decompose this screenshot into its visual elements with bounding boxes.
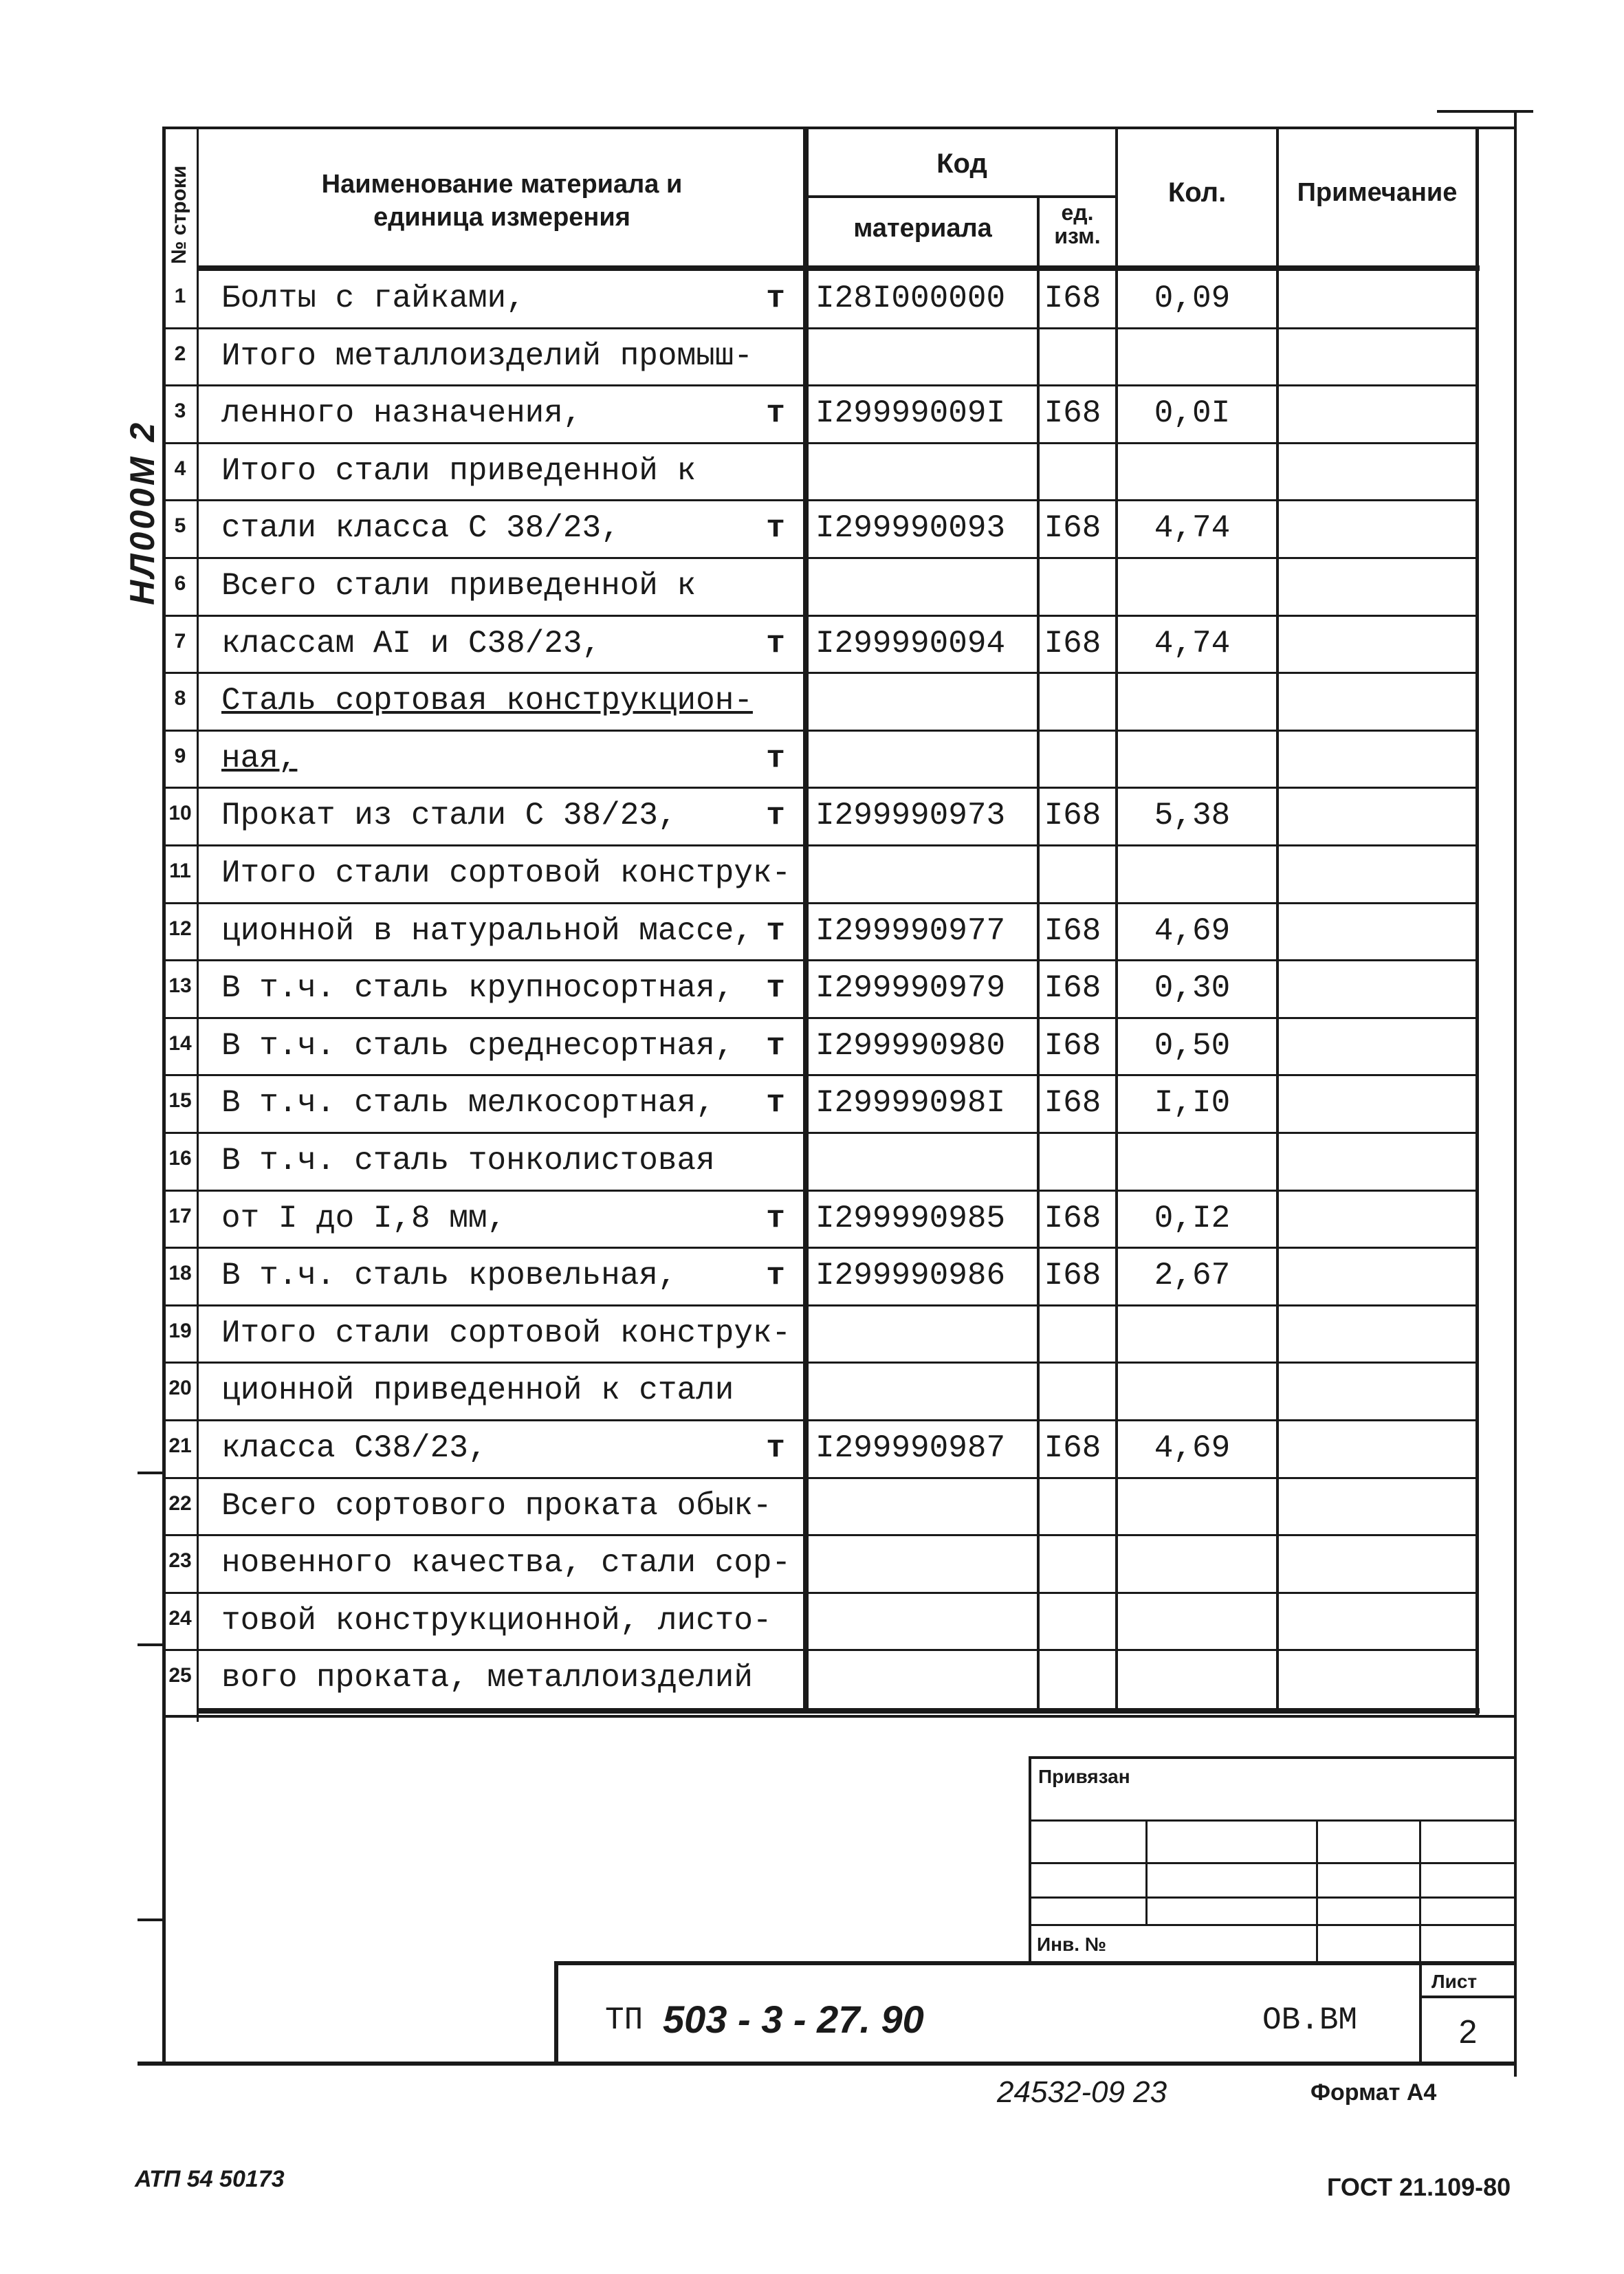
material-name: от I до I,8 мм,	[221, 1200, 507, 1236]
material-name: Сталь сортовая конструкцион-	[221, 683, 753, 719]
material-name: Прокат из стали С 38/23,	[221, 798, 677, 834]
sheet-number: 2	[1458, 2014, 1478, 2051]
unit-of-measure: т	[766, 912, 785, 949]
material-name: ционной приведенной к стали	[221, 1373, 734, 1409]
unit-of-measure: т	[766, 970, 785, 1007]
quantity: 0,30	[1154, 970, 1231, 1007]
row-number: 10	[168, 802, 192, 825]
material-name: В т.ч. сталь кровельная,	[221, 1258, 677, 1294]
unit-of-measure: т	[766, 395, 785, 432]
unit-header-line1: ед.	[1061, 200, 1094, 225]
material-name: Итого металлоизделий промыш-	[221, 338, 753, 374]
quantity: 5,38	[1154, 798, 1231, 834]
name-header-line2: единица измерения	[373, 203, 630, 232]
attached-label: Привязан	[1038, 1766, 1130, 1787]
handwritten-number: 24532-09 23	[997, 2075, 1167, 2109]
row-number: 25	[168, 1664, 192, 1687]
material-name: В т.ч. сталь среднесортная,	[221, 1027, 734, 1064]
material-code: I299990980	[815, 1027, 1006, 1064]
unit-of-measure: т	[766, 625, 785, 662]
doc-suffix: ОВ.ВМ	[1262, 2002, 1358, 2038]
note-header: Примечание	[1297, 178, 1458, 207]
quantity: I,I0	[1154, 1085, 1231, 1122]
quantity: 4,69	[1154, 1430, 1231, 1466]
material-header: материала	[853, 214, 992, 243]
row-number: 20	[168, 1377, 192, 1400]
doc-number: 503 - 3 - 27. 90	[663, 1998, 924, 2041]
material-name: ленного назначения,	[221, 395, 582, 432]
material-name: Итого стали приведенной к	[221, 452, 696, 489]
quantity: 0,I2	[1154, 1200, 1231, 1236]
sheet-label: Лист	[1431, 1971, 1478, 1992]
inv-label: Инв. №	[1037, 1934, 1107, 1955]
row-number: 6	[174, 572, 186, 595]
unit-header-line2: изм.	[1054, 223, 1101, 248]
row-number: 12	[168, 917, 192, 940]
material-code: I299990987	[815, 1430, 1006, 1466]
material-name: новенного качества, стали сор-	[221, 1545, 791, 1582]
unit-of-measure: т	[766, 1085, 785, 1122]
material-name: Итого стали сортовой конструк-	[221, 855, 791, 891]
margin-note: НЛ000М 2	[123, 419, 162, 605]
row-number: 8	[174, 687, 186, 710]
material-name: ная,	[221, 740, 298, 776]
material-name: классам АI и С38/23,	[221, 625, 602, 662]
row-number: 17	[168, 1204, 192, 1227]
unit-code: I68	[1044, 1258, 1101, 1294]
quantity: 2,67	[1154, 1258, 1231, 1294]
row-number: 15	[168, 1089, 192, 1113]
material-code: I29999098I	[815, 1085, 1006, 1122]
row-number: 21	[168, 1434, 192, 1457]
unit-of-measure: т	[766, 1430, 785, 1466]
unit-code: I68	[1044, 912, 1101, 949]
row-number: 24	[168, 1606, 192, 1630]
unit-of-measure: т	[766, 1027, 785, 1064]
quantity: 4,74	[1154, 625, 1231, 662]
unit-of-measure: т	[766, 1258, 785, 1294]
row-number: 16	[168, 1147, 192, 1170]
material-code: I29999009I	[815, 395, 1006, 432]
unit-code: I68	[1044, 1085, 1101, 1122]
quantity: 4,74	[1154, 510, 1231, 547]
unit-of-measure: т	[766, 1200, 785, 1236]
row-number: 3	[174, 400, 186, 423]
material-name: Всего сортового проката обык-	[221, 1487, 772, 1524]
unit-of-measure: т	[766, 740, 785, 776]
material-code: I28I000000	[815, 281, 1006, 316]
material-name: В т.ч. сталь тонколистовая	[221, 1143, 715, 1179]
row-number: 14	[168, 1031, 192, 1055]
unit-of-measure: т	[766, 798, 785, 834]
unit-code: I68	[1044, 970, 1101, 1007]
material-name: В т.ч. сталь крупносортная,	[221, 970, 734, 1007]
material-code: I299990973	[815, 798, 1006, 834]
quantity: 4,69	[1154, 912, 1231, 949]
material-name: вого проката, металлоизделий	[221, 1660, 753, 1696]
row-number: 4	[174, 457, 186, 480]
unit-code: I68	[1044, 395, 1101, 432]
unit-code: I68	[1044, 798, 1101, 834]
quantity: 0,50	[1154, 1027, 1231, 1064]
quantity: 0,09	[1154, 281, 1231, 316]
unit-code: I68	[1044, 1027, 1101, 1064]
unit-code: I68	[1044, 281, 1101, 316]
material-name: Итого стали сортовой конструк-	[221, 1315, 791, 1351]
unit-of-measure: т	[766, 281, 785, 316]
row-number: 19	[168, 1319, 192, 1342]
row-number: 9	[174, 744, 186, 767]
row-number: 13	[168, 974, 192, 998]
name-header-line1: Наименование материала и	[321, 170, 683, 199]
row-number: 18	[168, 1262, 192, 1285]
material-name: Болты с гайками,	[221, 281, 525, 316]
material-name: В т.ч. сталь мелкосортная,	[221, 1085, 715, 1122]
doc-prefix: ТП	[605, 2002, 644, 2038]
material-code: I299990093	[815, 510, 1006, 547]
row-number: 7	[174, 629, 186, 653]
gost-label: ГОСТ 21.109-80	[1327, 2173, 1511, 2201]
rownum-header: № строки	[168, 165, 190, 264]
unit-code: I68	[1044, 1200, 1101, 1236]
qty-header: Кол.	[1167, 177, 1227, 208]
row-number: 23	[168, 1549, 192, 1573]
unit-code: I68	[1044, 1430, 1101, 1466]
row-number: 11	[169, 860, 191, 882]
material-code: I299990979	[815, 970, 1006, 1007]
row-number: 22	[168, 1491, 192, 1515]
material-code: I299990977	[815, 912, 1006, 949]
row-number: 1	[174, 285, 186, 307]
unit-code: I68	[1044, 625, 1101, 662]
material-code: I299990986	[815, 1258, 1006, 1294]
row-number: 2	[174, 342, 186, 365]
bottom-left-code: АТП 54 50173	[135, 2166, 285, 2192]
material-name: класса С38/23,	[221, 1430, 487, 1466]
code-header: Код	[936, 149, 987, 179]
material-name: ционной в натуральной массе,	[221, 912, 753, 949]
format-label: Формат А4	[1310, 2079, 1437, 2106]
row-number: 5	[174, 514, 186, 538]
material-code: I299990985	[815, 1200, 1006, 1236]
unit-code: I68	[1044, 510, 1101, 547]
unit-of-measure: т	[766, 510, 785, 547]
material-name: стали класса С 38/23,	[221, 510, 620, 547]
material-name: Всего стали приведенной к	[221, 568, 696, 604]
material-name: товой конструкционной, листо-	[221, 1602, 772, 1639]
quantity: 0,0I	[1154, 395, 1231, 432]
material-code: I299990094	[815, 625, 1006, 662]
